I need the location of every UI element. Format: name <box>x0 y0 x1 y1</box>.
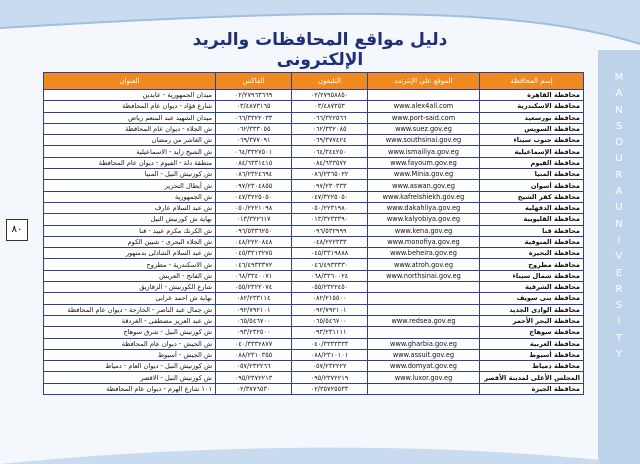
table-row <box>44 315 584 326</box>
website-cell[interactable]: www.domyat.gov.eg <box>368 361 480 372</box>
phone-cell: ٠٩٥/٢٣٧٢٢١٩ <box>292 372 368 383</box>
phone-cell: ٠٨٢/٢١٥٥٠٠ <box>292 293 368 304</box>
side-letter: O <box>615 137 623 149</box>
table-row <box>44 293 584 304</box>
phone-cell: ٠٤٠/٣٣٣٣٣٣٣ <box>292 338 368 349</box>
phone-cell: ٠٩٦/٥٣٢٩٩٩ <box>292 225 368 236</box>
website-cell[interactable]: www.alex4all.com <box>368 101 480 112</box>
side-letter: M <box>614 72 624 83</box>
table-row <box>44 248 584 259</box>
fax-cell: ٠٤٥/٣٣١٣٢٧٥ <box>216 248 292 259</box>
fax-cell: ٠٥٧/٢٣٢٢٦٦ <box>216 361 292 372</box>
address-cell: ش كورنيش النيل - شرق سوهاج <box>44 327 216 338</box>
address-cell: ش جمال عبد الناصر - الخارجة - ديوان عام المحافظة <box>44 304 216 315</box>
address-cell: ش كورنيش النيل - المنيا <box>44 169 216 180</box>
table-row <box>44 112 584 123</box>
website-cell[interactable]: www.gharbia.gov.eg <box>368 338 480 349</box>
fax-cell: ٠٨٨/٢٣١٠٣٥٥ <box>216 349 292 360</box>
table-row <box>44 180 584 191</box>
footer-curve-decoration <box>0 440 600 464</box>
address-cell: منطقة دلة - الفيوم - ديوان عام المحافظة <box>44 157 216 168</box>
side-letter: V <box>615 251 623 263</box>
website-cell[interactable]: www.aswan.gov.eg <box>368 180 480 191</box>
website-cell[interactable] <box>368 293 480 304</box>
governorate-cell: محافظة المنوفية <box>480 236 584 247</box>
fax-cell: ٠٦٢/٣٣٣٠٥٥ <box>216 123 292 134</box>
website-cell[interactable]: www.northsinai.gov.eg <box>368 270 480 281</box>
address-cell: شارع فؤاد - ديوان عام المحافظة <box>44 101 216 112</box>
address-cell: ش الجلاء البحرى - شبين الكوم <box>44 236 216 247</box>
governorate-cell: محافظة القاهرة <box>480 90 584 101</box>
website-cell[interactable] <box>368 383 480 394</box>
directory-table-container <box>43 72 583 395</box>
table-row <box>44 282 584 293</box>
address-cell: ش عبد العزيز مصطفى - الغردقة <box>44 315 216 326</box>
header-website: الموقع على الإنترنت <box>368 73 480 90</box>
phone-cell: ٠٤٦/٤٩٣٣٣٣٠ <box>292 259 368 270</box>
address-cell: ش الجيش - أسيوط <box>44 349 216 360</box>
university-vertical-text <box>606 70 632 363</box>
governorate-cell: محافظة أسيوط <box>480 349 584 360</box>
fax-cell: ٠٤٨/٢٢٢٠٨٤٨ <box>216 236 292 247</box>
fax-cell: ٠٤٧/٣٢٢٥٠٥٠ <box>216 191 292 202</box>
address-cell: ش عبد السلام الشاذلى بدمنهور <box>44 248 216 259</box>
phone-cell: ٠٩٧/٢٣٠٣٣٣ <box>292 180 368 191</box>
website-cell[interactable]: www.assuit.gov.eg <box>368 349 480 360</box>
table-row <box>44 135 584 146</box>
phone-cell: ٠٥٠/٢٢٣١٩٨٠ <box>292 202 368 213</box>
phone-cell: ٠٤٨/٢٢٢٣٣٣ <box>292 236 368 247</box>
website-cell[interactable]: www.monofiya.gov.eg <box>368 236 480 247</box>
fax-cell: ٠٦٩/٣٧٧٠٩١ <box>216 135 292 146</box>
address-cell: ميدان الشهيد عبد المنعم رياض <box>44 112 216 123</box>
fax-cell: ٠٩٧/٢٣٠٤٨٥٥ <box>216 180 292 191</box>
governorate-cell: محافظة الاسكندرية <box>480 101 584 112</box>
website-cell[interactable] <box>368 304 480 315</box>
page-number: ٨٠ <box>6 219 28 241</box>
side-letter: S <box>615 120 623 132</box>
phone-cell: ٠٨٦/٢٣٦٥٠٢٢ <box>292 169 368 180</box>
governorate-cell: محافظة الإسماعيلية <box>480 146 584 157</box>
side-letter: N <box>615 104 623 116</box>
fax-cell: ٠٤٠/٣٣٣٢٨٧٧ <box>216 338 292 349</box>
side-letter: A <box>615 88 623 100</box>
phone-cell: ٠٨٤/٦٣٣٥٧٢ <box>292 157 368 168</box>
governorate-cell: محافظة الفيوم <box>480 157 584 168</box>
address-cell: ش الجلاء - ديوان عام المحافظة <box>44 123 216 134</box>
website-cell[interactable]: www.redsea.gov.eg <box>368 315 480 326</box>
table-row <box>44 101 584 112</box>
governorate-cell: محافظة الدقهلية <box>480 202 584 213</box>
phone-cell: ٠٦٦/٣٢٢٥٦٦ <box>292 112 368 123</box>
fax-cell: ٠٩٢/٧٩٢١٠١ <box>216 304 292 315</box>
table-row <box>44 259 584 270</box>
table-row <box>44 361 584 372</box>
side-letter: E <box>615 267 623 279</box>
governorate-cell: محافظة السويس <box>480 123 584 134</box>
side-letter: A <box>615 186 623 198</box>
website-cell[interactable]: www.Minia.gov.eg <box>368 169 480 180</box>
fax-cell: ٠١٣/٣٢٢٦١٧ <box>216 214 292 225</box>
fax-cell: ٠٢/٢٧٩٦٣٦٦٩ <box>216 90 292 101</box>
table-row <box>44 383 584 394</box>
website-cell[interactable]: www.kena.gov.eg <box>368 225 480 236</box>
table-row <box>44 123 584 134</box>
header-address: العنوان <box>44 73 216 90</box>
table-row <box>44 327 584 338</box>
fax-cell: ٠٩٥/٢٣٧٢٢١٣ <box>216 372 292 383</box>
table-row <box>44 157 584 168</box>
website-cell[interactable]: www.kalyobiya.gov.eg <box>368 214 480 225</box>
website-cell[interactable]: www.luxor.gov.eg <box>368 372 480 383</box>
governorate-cell: محافظة المنيا <box>480 169 584 180</box>
side-letter: R <box>615 283 623 295</box>
page-title: دليل مواقع المحافظات والبريد الإلكترونى <box>192 30 448 70</box>
address-cell: ١٠١ شارع الهرم - ديوان عام المحافظة <box>44 383 216 394</box>
website-cell[interactable]: www.atroh.gov.eg <box>368 259 480 270</box>
phone-cell: ٠٥٧/٢٣٢٢٢٢ <box>292 361 368 372</box>
table-row <box>44 214 584 225</box>
address-cell: نهاية ش احمد عرابى <box>44 293 216 304</box>
phone-cell: ٠٨٨/٢٣١٠١٠١ <box>292 349 368 360</box>
table-row <box>44 90 584 101</box>
phone-cell: ٠٦٨/٣٣٦٠٠٢٤ <box>292 270 368 281</box>
address-cell: ش الجمهورية <box>44 191 216 202</box>
table-row <box>44 225 584 236</box>
fax-cell: ٠٦٤/٣٣٢٧٥٠١ <box>216 146 292 157</box>
table-row <box>44 236 584 247</box>
address-cell: شارع الكورنيش - الزقازيق <box>44 282 216 293</box>
governorate-cell: المجلس الأعلى لمدينة الأقصر <box>480 372 584 383</box>
table-row <box>44 304 584 315</box>
governorate-cell: محافظة مطروح <box>480 259 584 270</box>
address-cell: ش أبطال التحرير <box>44 180 216 191</box>
table-row <box>44 146 584 157</box>
fax-cell: ٠٨٦/٢٣٢٤٦٩٤ <box>216 169 292 180</box>
website-cell[interactable]: www.dakahliya.gov.eg <box>368 202 480 213</box>
header-fax: الفاكس <box>216 73 292 90</box>
address-cell: ش عبد السلام عارف <box>44 202 216 213</box>
website-cell[interactable]: www.suez.gov.eg <box>368 123 480 134</box>
governorate-cell: محافظة قنا <box>480 225 584 236</box>
website-cell[interactable]: www.port-said.com <box>368 112 480 123</box>
fax-cell: ٠٤٦/٤٩٣٣٣٧٢ <box>216 259 292 270</box>
website-cell[interactable]: www.southsinai.gov.eg <box>368 135 480 146</box>
table-header-row <box>44 73 584 90</box>
phone-cell: ٠٤٧/٣٢٢٥٠٥٠ <box>292 191 368 202</box>
governorate-cell: محافظة بورسعيد <box>480 112 584 123</box>
header-governorate: إسم المحافظة <box>480 73 584 90</box>
fax-cell: ٠٥٥/٢٣٢٢٠٧٤ <box>216 282 292 293</box>
website-cell[interactable]: www.ismailiya.gov.eg <box>368 146 480 157</box>
governorate-cell: محافظة شمال سيناء <box>480 270 584 281</box>
governorate-cell: محافظة سوهاج <box>480 327 584 338</box>
phone-cell: ٠٦٩/٣٧٧٤٢٤ <box>292 135 368 146</box>
table-row <box>44 338 584 349</box>
fax-cell: ٠٦٨/٣٣٤٠٠٧١ <box>216 270 292 281</box>
side-letter: I <box>617 316 621 328</box>
governorate-cell: محافظة بنى سويف <box>480 293 584 304</box>
address-cell: ش الفاتح - العريش <box>44 270 216 281</box>
address-cell: ش الكرنك مكرم عبيد - قنا <box>44 225 216 236</box>
side-letter: U <box>615 153 623 165</box>
table-row <box>44 202 584 213</box>
website-cell[interactable]: www.beheira.gov.eg <box>368 248 480 259</box>
website-cell[interactable] <box>368 327 480 338</box>
address-cell: نهاية ش كورنيش النيل <box>44 214 216 225</box>
fax-cell: ٠٦٦/٣٣٢٢٠٣٣ <box>216 112 292 123</box>
phone-cell: ٠٢/٢٧٩٥٨٨٥٠ <box>292 90 368 101</box>
side-letter: T <box>615 332 623 344</box>
address-cell: ش كورنيش النيل - ديوان العام - دمياط <box>44 361 216 372</box>
website-cell[interactable] <box>368 90 480 101</box>
fax-cell: ٠٩٣/٢٣٢٥٠٠ <box>216 327 292 338</box>
phone-cell: ٠٦٥/٥٤٦٧٠٠ <box>292 315 368 326</box>
governorate-cell: محافظة كفر الشيخ <box>480 191 584 202</box>
fax-cell: ٠٦٥/٥٤٦٧٠٠ <box>216 315 292 326</box>
fax-cell: ٠٩٦/٥٣٣٦٢٥٠ <box>216 225 292 236</box>
side-letter: U <box>615 202 623 214</box>
header-phone: التليفون <box>292 73 368 90</box>
governorate-cell: محافظة الغربية <box>480 338 584 349</box>
table-row <box>44 169 584 180</box>
governorate-cell: محافظة القليوبية <box>480 214 584 225</box>
governorate-cell: محافظة البحيرة <box>480 248 584 259</box>
table-row <box>44 349 584 360</box>
phone-cell: ٠٥٥/٢٣٢٢٤٥٠ <box>292 282 368 293</box>
phone-cell: ٠١٣/٣٢٣٣٣٩٠ <box>292 214 368 225</box>
side-letter: I <box>617 234 621 246</box>
website-cell[interactable]: www.kafrelshiekh.gov.eg <box>368 191 480 202</box>
table-row <box>44 270 584 281</box>
governorate-cell: محافظة الوادى الجديد <box>480 304 584 315</box>
governorate-cell: محافظة البحر الأحمر <box>480 315 584 326</box>
governorate-cell: محافظة الجيزة <box>480 383 584 394</box>
side-letter: N <box>615 218 623 230</box>
address-cell: ش الغاشر من رمضان <box>44 135 216 146</box>
address-cell: ميدان الجمهورية - عابدين <box>44 90 216 101</box>
governorate-cell: محافظة جنوب سيناء <box>480 135 584 146</box>
phone-cell: ٠٩٣/٢٣١١١١ <box>292 327 368 338</box>
website-cell[interactable]: www.fayoum.gov.eg <box>368 157 480 168</box>
phone-cell: ٠٤٥/٣٣١٩٨٨٨ <box>292 248 368 259</box>
phone-cell: ٠٦٤/٣٤٤٢٥٠ <box>292 146 368 157</box>
phone-cell: ٠٢/٣٥٧٢٥٥٣٣ <box>292 383 368 394</box>
governorate-cell: محافظة أسوان <box>480 180 584 191</box>
side-letter: R <box>615 169 623 181</box>
side-letter: S <box>615 300 623 312</box>
fax-cell: ٠٣/٤٨٧٣١٦٥ <box>216 101 292 112</box>
address-cell: ش الاسكندرية - مطروح <box>44 259 216 270</box>
governorate-cell: محافظة دمياط <box>480 361 584 372</box>
fax-cell: ٠٢/٣٧٧٦٥٣٠ <box>216 383 292 394</box>
fax-cell: ٠٨٢/٢٣٣١١٤ <box>216 293 292 304</box>
fax-cell: ٠٥٠/٢٢٢١٠٩٨ <box>216 202 292 213</box>
phone-cell: ٠٦٢/٣٣٢٠٨٥ <box>292 123 368 134</box>
table-row <box>44 191 584 202</box>
address-cell: ش الشيخ زايد - الاسماعيلية <box>44 146 216 157</box>
governorate-cell: محافظة الشرقية <box>480 282 584 293</box>
table-row <box>44 372 584 383</box>
phone-cell: ٠٣/٤٨٧٣٥٣ <box>292 101 368 112</box>
address-cell: ش كورنيش النيل - الاقصر <box>44 372 216 383</box>
fax-cell: ٠٨٤/٦٣٣١٤١٥ <box>216 157 292 168</box>
address-cell: ش الحيش - ديوان عام المحافظة <box>44 338 216 349</box>
website-cell[interactable] <box>368 282 480 293</box>
governorates-directory-table <box>43 72 584 395</box>
side-letter: Y <box>615 349 623 361</box>
phone-cell: ٠٩٢/٧٩٢١٠١ <box>292 304 368 315</box>
